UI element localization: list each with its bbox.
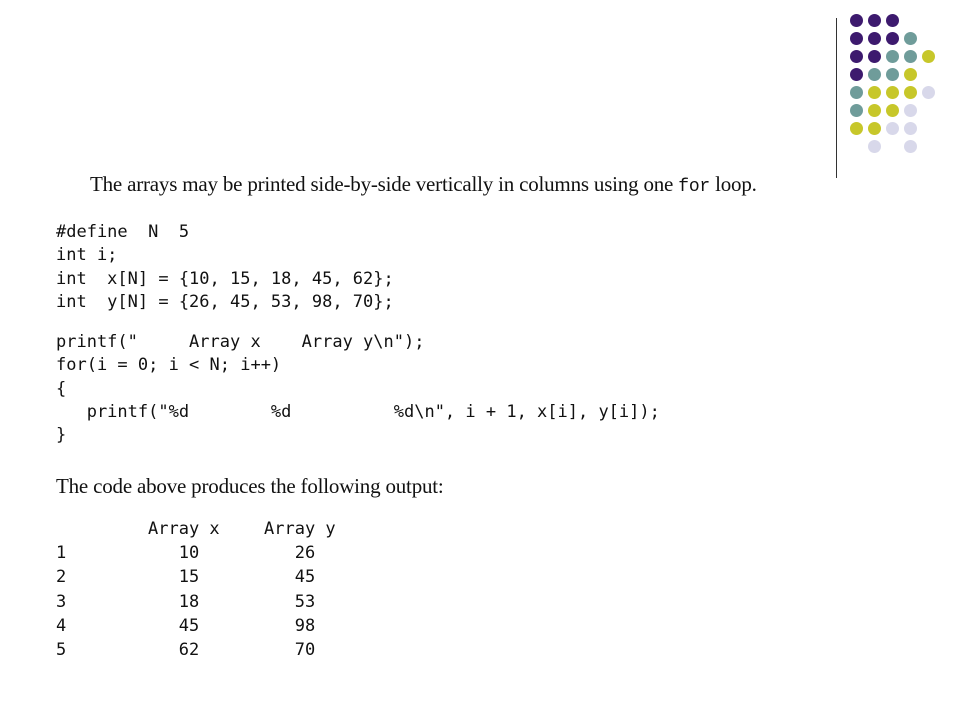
program-output xyxy=(56,517,356,662)
decorative-dot xyxy=(850,68,863,81)
decorative-dot xyxy=(886,104,899,117)
decorative-dot xyxy=(886,14,899,27)
decorative-dot xyxy=(922,86,935,99)
output-cell: 53 xyxy=(264,591,316,612)
decorative-dot xyxy=(868,86,881,99)
output-cell: 70 xyxy=(264,639,316,660)
decorative-dot xyxy=(904,68,917,81)
code-line: int i; xyxy=(56,245,118,266)
code-line: for(i = 0; i < N; i++) xyxy=(56,355,282,376)
decorative-dot xyxy=(904,86,917,99)
decorative-dot xyxy=(868,68,881,81)
decorative-dot xyxy=(850,50,863,63)
output-cell: 98 xyxy=(264,615,316,636)
output-row xyxy=(56,614,356,638)
decorative-dot-grid xyxy=(850,14,942,160)
output-cell: 18 xyxy=(148,591,200,612)
output-cell: 26 xyxy=(264,543,316,564)
decorative-dot xyxy=(904,32,917,45)
decorative-dot xyxy=(904,104,917,117)
output-row xyxy=(56,638,356,662)
decorative-dot xyxy=(886,50,899,63)
decorative-dot xyxy=(886,68,899,81)
decorative-dot xyxy=(886,32,899,45)
code-line: printf("%d %d %d\n", i + 1, x[i], y[i]); xyxy=(56,401,660,422)
code-block-declarations xyxy=(56,221,394,314)
decorative-dot xyxy=(904,140,917,153)
output-cell: 45 xyxy=(264,567,316,588)
code-line: #define N 5 xyxy=(56,222,190,242)
output-cell: 3 xyxy=(56,591,67,612)
decorative-dot xyxy=(850,14,863,27)
code-line: } xyxy=(56,425,67,446)
decorative-dot xyxy=(850,122,863,135)
decorative-dot xyxy=(868,50,881,63)
output-cell: 10 xyxy=(148,543,200,564)
output-row xyxy=(56,541,356,565)
output-header-row xyxy=(56,517,356,541)
intro-text xyxy=(90,172,757,197)
decorative-dot xyxy=(868,104,881,117)
decorative-dot xyxy=(886,86,899,99)
decorative-dot xyxy=(868,14,881,27)
intro-text-after: loop. xyxy=(710,172,757,196)
output-cell: 15 xyxy=(148,567,200,588)
decorative-dot xyxy=(886,122,899,135)
code-line: int y[N] = {26, 45, 53, 98, 70}; xyxy=(56,291,394,312)
code-block-loop xyxy=(56,331,660,447)
output-cell: 4 xyxy=(56,615,67,636)
decorative-dot xyxy=(868,32,881,45)
decorative-dot xyxy=(850,104,863,117)
divider-line xyxy=(836,18,837,178)
decorative-dot xyxy=(868,122,881,135)
decorative-dot xyxy=(868,140,881,153)
decorative-dot xyxy=(850,86,863,99)
code-line: int x[N] = {10, 15, 18, 45, 62}; xyxy=(56,268,394,289)
decorative-dot xyxy=(904,50,917,63)
output-row xyxy=(56,590,356,614)
output-cell: 2 xyxy=(56,567,67,588)
output-cell: 62 xyxy=(148,639,200,660)
intro-text-keyword: for xyxy=(678,177,711,197)
output-header-cell: Array x xyxy=(148,519,220,539)
outro-text: The code above produces the following output: xyxy=(56,474,444,498)
output-cell: 45 xyxy=(148,615,200,636)
output-cell: 5 xyxy=(56,639,67,660)
output-header-cell: Array y xyxy=(264,519,336,539)
code-line: { xyxy=(56,378,67,399)
intro-text-before: The arrays may be printed side-by-side vertically in columns using one xyxy=(90,172,679,196)
decorative-dot xyxy=(904,122,917,135)
decorative-dot xyxy=(922,50,935,63)
output-row xyxy=(56,565,356,589)
decorative-dot xyxy=(850,32,863,45)
code-line: printf(" Array x Array y\n"); xyxy=(56,332,425,352)
output-cell: 1 xyxy=(56,543,67,564)
